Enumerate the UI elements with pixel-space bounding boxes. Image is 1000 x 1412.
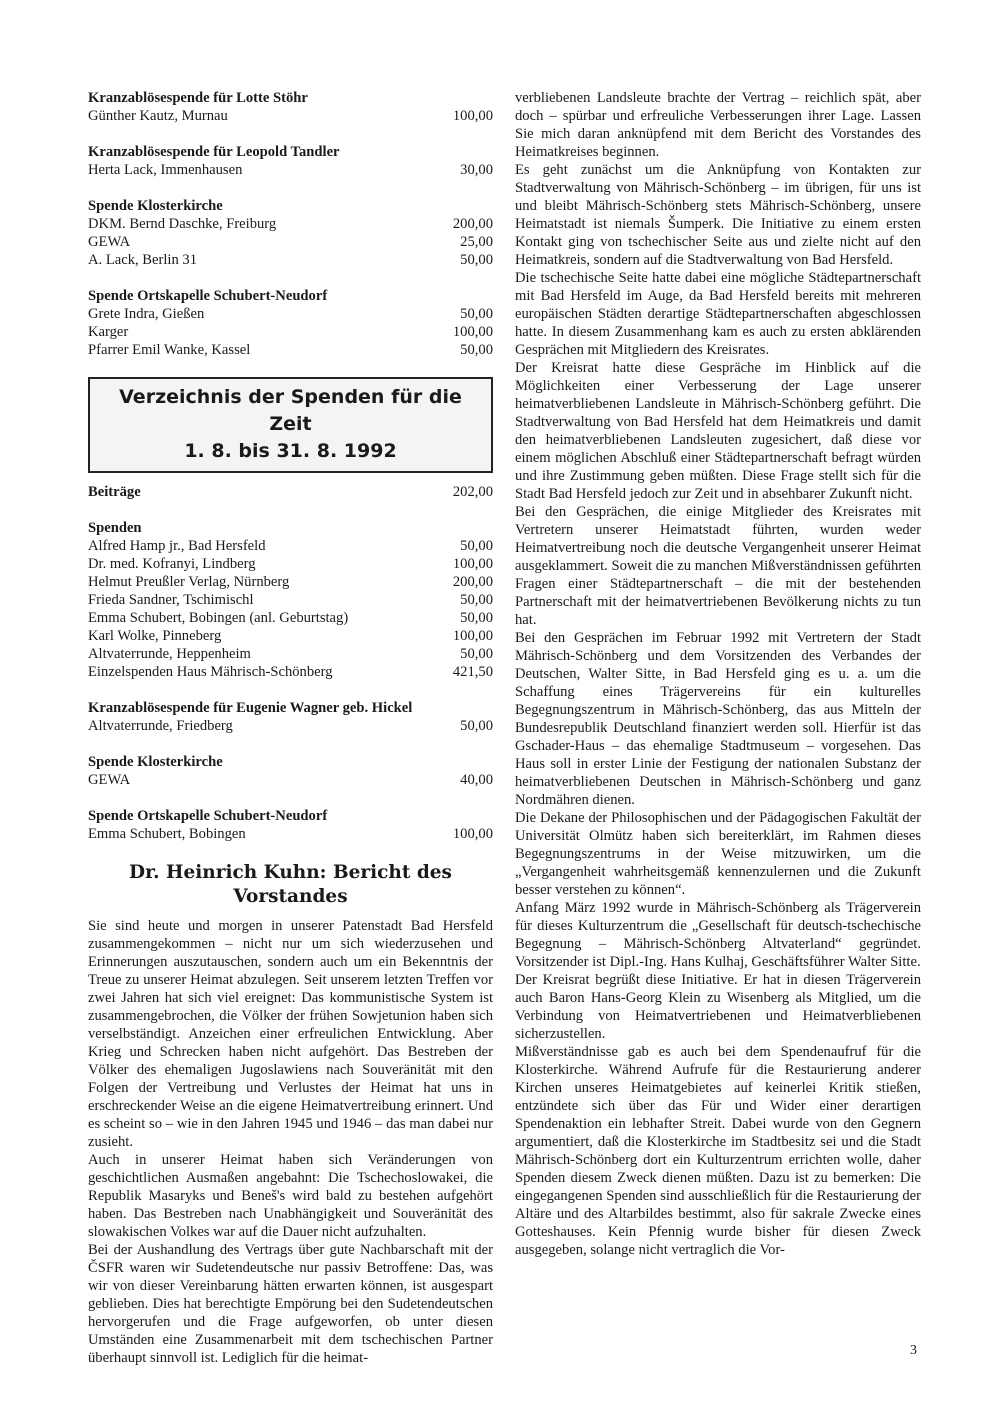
donation-row bbox=[88, 233, 493, 251]
donation-row bbox=[88, 627, 493, 645]
donation-row bbox=[88, 161, 493, 179]
donation-amount: 100,00 bbox=[452, 324, 493, 340]
donation-amount: 50,00 bbox=[460, 592, 493, 608]
donation-section bbox=[88, 807, 493, 843]
donation-section bbox=[88, 197, 493, 269]
article-title: Dr. Heinrich Kuhn: Bericht des Vorstandes bbox=[129, 862, 452, 907]
donation-row bbox=[88, 771, 493, 789]
right-column bbox=[515, 89, 921, 1259]
donation-amount: 200,00 bbox=[452, 216, 493, 232]
donation-amount: 30,00 bbox=[460, 162, 493, 178]
donation-amount: 50,00 bbox=[460, 538, 493, 554]
left-column bbox=[88, 89, 493, 1367]
donation-amount: 100,00 bbox=[452, 628, 493, 644]
donation-section-title: Kranzablösespende für Leopold Tandler bbox=[88, 144, 340, 160]
article-paragraph: Sie sind heute und morgen in unserer Patenstadt Bad Hersfeld zusammengekommen – nicht nur um sich wiederzusehen und Erinnerungen auszutauschen, sondern auch um ein Bekenntnis der Treue zu unserer Heimat abzulegen. Seit unserem letzten Treffen vor zwei Jahren hat sich viel ereignet: Das kommunistische System ist zusammengebrochen, die Völker der frühen Sowjetunion haben sich verselbständigt. Anzeichen einer erfreulichen Entwicklung. Aber Krieg und Schrecken haben nicht aufgehört. Das Bestreben der Völker des ehemaligen Jugoslawiens nach Souveränität mit den Folgen der Vertreibung und Verlustes der Heimat hat uns in erschreckender Weise an die eigene Heimatvertreibung erinnert. Und es scheint so – wie in den Jahren 1945 und 1946 – das man dabei nur zusieht. bbox=[88, 918, 493, 1150]
donation-amount: 25,00 bbox=[460, 234, 493, 250]
donation-amount: 50,00 bbox=[460, 718, 493, 734]
donation-row bbox=[88, 537, 493, 555]
donation-section-title: Spende Klosterkirche bbox=[88, 754, 223, 770]
donation-section-title: Spende Klosterkirche bbox=[88, 198, 223, 214]
donation-section bbox=[88, 287, 493, 359]
donation-section bbox=[88, 519, 493, 681]
donor-name: DKM. Bernd Daschke, Freiburg bbox=[88, 216, 277, 232]
donation-row bbox=[88, 251, 493, 269]
donation-row bbox=[88, 717, 493, 735]
donation-amount: 100,00 bbox=[452, 108, 493, 124]
donor-name: Altvaterrunde, Friedberg bbox=[88, 718, 233, 734]
donor-name: Pfarrer Emil Wanke, Kassel bbox=[88, 342, 251, 358]
donation-row bbox=[88, 341, 493, 359]
article-body-left bbox=[88, 917, 493, 1367]
donor-name: Dr. med. Kofranyi, Lindberg bbox=[88, 556, 256, 572]
donation-section-title: Spenden bbox=[88, 520, 142, 536]
donor-name: Helmut Preußler Verlag, Nürnberg bbox=[88, 574, 290, 590]
donor-name: Emma Schubert, Bobingen (anl. Geburtstag) bbox=[88, 610, 349, 626]
donor-name: Altvaterrunde, Heppenheim bbox=[88, 646, 251, 662]
box-title: Verzeichnis der Spenden für die Zeit bbox=[119, 386, 462, 435]
donations-period-box bbox=[88, 377, 493, 473]
donation-section-title: Spende Ortskapelle Schubert-Neudorf bbox=[88, 288, 328, 304]
donor-name: A. Lack, Berlin 31 bbox=[88, 252, 198, 268]
donation-amount: 50,00 bbox=[460, 610, 493, 626]
box-period: 1. 8. bis 31. 8. 1992 bbox=[184, 440, 397, 462]
donation-section bbox=[88, 753, 493, 789]
donation-row bbox=[88, 609, 493, 627]
donation-section bbox=[88, 699, 493, 735]
donation-row bbox=[88, 573, 493, 591]
donation-row bbox=[88, 555, 493, 573]
article-paragraph: Auch in unserer Heimat haben sich Veränderungen von geschichtlichen Ausmaßen angebahnt: Die Tschechoslowakei, die Republik Masaryks und Beneš's wird bald zu bestehen aufgehört haben. Das Bestreben nach Unabhängigkeit und Souveränität des slowakischen Volkes war auf die Dauer nicht aufzuhalten. bbox=[88, 1152, 493, 1240]
article-paragraph: Bei der Aushandlung des Vertrags über gute Nachbarschaft mit der ČSFR waren wir Sudetendeutsche nur passiv Betroffene: Das, was wir von dieser Vereinbarung hätten erwarten können, ist ausgespart geblieben. Dies hat berechtigte Empörung bei den Sudetendeutschen hervorgerufen und die Frage aufgeworfen, ob unter diesen Umständen eine Zusammenarbeit mit dem tschechischen Partner überhaupt sinnvoll ist. Lediglich für die heimat- bbox=[88, 1242, 493, 1366]
donation-section-title: Spende Ortskapelle Schubert-Neudorf bbox=[88, 808, 328, 824]
donation-section-title: Kranzablösespende für Eugenie Wagner geb. Hickel bbox=[88, 700, 413, 716]
donation-row bbox=[88, 107, 493, 125]
donor-name: GEWA bbox=[88, 234, 131, 250]
donation-row bbox=[88, 591, 493, 609]
article-paragraph: Anfang März 1992 wurde in Mährisch-Schönberg als Trägerverein für dieses Kulturzentrum die „Gesellschaft für deutsch-tschechische Begegnung – Mährisch-Schönberg Altvaterland“ gegründet. Vorsitzender ist Dipl.-Ing. Hans Kulhaj, Geschäftsführer Walter Sitte. bbox=[515, 900, 921, 970]
donation-row bbox=[88, 305, 493, 323]
beitraege-amount: 202,00 bbox=[452, 484, 493, 500]
donation-amount: 50,00 bbox=[460, 252, 493, 268]
donor-name: GEWA bbox=[88, 772, 131, 788]
article-paragraph: Der Kreisrat hatte diese Gespräche im Hinblick auf die Möglichkeiten einer Verbesserung der Lage unserer heimatverbliebenen Landsleute in Mährisch-Schönberg geführt. Die Stadtverwaltung von Bad Hersfeld hat dem Heimatkreis und damit den heimatverbliebenen Landsleuten zugesichert, daß diese vor einem möglichen Abschluß einer Städtepartnerschaft befragt würden und ihre Zustimmung geben müßten. Diese Frage stellt sich für die Stadt Bad Hersfeld jedoch zur Zeit und in absehbarer Zukunft nicht. bbox=[515, 360, 921, 502]
donation-amount: 421,50 bbox=[452, 664, 493, 680]
page-number: 3 bbox=[910, 1343, 917, 1358]
donation-section-title: Kranzablösespende für Lotte Stöhr bbox=[88, 90, 308, 106]
article-paragraph: Bei den Gesprächen, die einige Mitglieder des Kreisrates mit Vertretern unserer Heimatstadt führten, wurden weder Heimatvertreibung noch die deutsche Vergangenheit unserer Heimat ausgeklammert. Soweit die zu manchen Mißverständnissen geführten Fragen einer Städtepartnerschaft – die mit der bestehenden Partnerschaft mit der heimatvertriebenen Bevölkerung nichts zu tun hat. bbox=[515, 504, 921, 628]
donation-amount: 50,00 bbox=[460, 342, 493, 358]
article-paragraph: Der Kreisrat begrüßt diese Initiative. Er hat in diesen Trägerverein auch Baron Hans-Georg Klein zu Wisenberg als Mitglied, um die Verbindung von Heimatvertriebenen und Heimatverbliebenen sicherzustellen. bbox=[515, 972, 921, 1042]
donation-amount: 50,00 bbox=[460, 646, 493, 662]
beitraege-label: Beiträge bbox=[88, 484, 141, 500]
donor-name: Grete Indra, Gießen bbox=[88, 306, 205, 322]
donation-section bbox=[88, 89, 493, 125]
article-paragraph: Die tschechische Seite hatte dabei eine mögliche Städtepartnerschaft mit Bad Hersfeld im Auge, da Bad Hersfeld bereits mit mehreren europäischen Städten derartige Städtepartnerschaften abgeschlossen hatte. In diesem Zusammenhang kam es auch zu ersten abklärenden Gesprächen mit Mitgliedern des Kreisrates. bbox=[515, 270, 921, 358]
donor-name: Karl Wolke, Pinneberg bbox=[88, 628, 222, 644]
donation-list-bottom bbox=[88, 519, 493, 843]
donation-row bbox=[88, 825, 493, 843]
donor-name: Karger bbox=[88, 324, 129, 340]
donation-section bbox=[88, 143, 493, 179]
donor-name: Einzelspenden Haus Mährisch-Schönberg bbox=[88, 664, 333, 680]
donation-amount: 40,00 bbox=[460, 772, 493, 788]
article-paragraph: Bei den Gesprächen im Februar 1992 mit Vertretern der Stadt Mährisch-Schönberg und dem Vorsitzenden des Verbandes der Deutschen, Walter Sitte, in Bad Hersfeld ging es u. a. um die Schaffung eines Trägervereins für ein kulturelles Begegnungszentrum in Mährisch-Schönberg, das aus Mitteln der Bundesrepublik Deutschland finanziert werden soll. Hierfür ist das Gschader-Haus – das ehemalige Stadtmuseum – vorgesehen. Das Haus soll in erster Linie der Festigung der nationalen Substanz der heimatverbliebenen Deutschen in Mährisch-Schönberg und ganz Nordmähren dienen. bbox=[515, 630, 921, 808]
donor-name: Herta Lack, Immenhausen bbox=[88, 162, 243, 178]
donor-name: Günther Kautz, Murnau bbox=[88, 108, 228, 124]
article-paragraph: Mißverständnisse gab es auch bei dem Spendenaufruf für die Klosterkirche. Während Aufrufe für die Restaurierung anderer Kirchen unseres Heimatgebietes auf keinerlei Kritik stießen, entzündete sich über das Für und Wider einer derartigen Spendenaktion ein lebhafter Streit. Dabei wurde von den Gegnern argumentiert, daß die Klosterkirche im Stadtbesitz sei und die Stadt Mährisch-Schönberg dort ein Kulturzentrum errichten wolle, daher Spenden diesem Zweck dienen müßten. Dazu ist zu bemerken: Die eingegangenen Spenden sind ausschließlich für die Restaurierung der Altäre und des Altarbildes bestimmt, also für sakrale Zwecke eines Gotteshauses. Kein Pfennig wurde bisher für diesen Zweck ausgegeben, solange nicht vertraglich die Vor- bbox=[515, 1044, 921, 1258]
donation-list-top bbox=[88, 89, 493, 359]
donation-amount: 100,00 bbox=[452, 826, 493, 842]
article-paragraph: Es geht zunächst um die Anknüpfung von Kontakten zur Stadtverwaltung von Mährisch-Schönberg – im übrigen, für uns ist und bleibt Mährisch-Schönberg stets Mährisch-Schönberg, unsere Heimatstadt ist niemals Šumperk. Die Initiative zu einem ersten Kontakt ging von tschechischer Seite aus und zielte nicht auf den Heimatkreis, sondern auf die Stadtverwaltung von Bad Hersfeld. bbox=[515, 162, 921, 268]
donation-row bbox=[88, 323, 493, 341]
donation-amount: 50,00 bbox=[460, 306, 493, 322]
beitraege-row bbox=[88, 483, 493, 501]
donor-name: Frieda Sandner, Tschimischl bbox=[88, 592, 254, 608]
donor-name: Emma Schubert, Bobingen bbox=[88, 826, 246, 842]
article-paragraph: Die Dekane der Philosophischen und der Pädagogischen Fakultät der Universität Olmütz haben sich bereiterklärt, im Rahmen dieses Begegnungszentrums in der Weise mitzuwirken, um die „Vergangenheit wahrheitsgemäß kennenzulernen und die Zukunft besser verstehen zu können“. bbox=[515, 810, 921, 898]
article-paragraph: verbliebenen Landsleute brachte der Vertrag – reichlich spät, aber doch – spürbar und erfreuliche Verbesserungen ihrer Lage. Lassen Sie mich daran anknüpfend mit dem Bericht des Vorstandes des Heimatkreises beginnen. bbox=[515, 90, 921, 160]
donation-amount: 200,00 bbox=[452, 574, 493, 590]
donor-name: Alfred Hamp jr., Bad Hersfeld bbox=[88, 538, 266, 554]
donation-row bbox=[88, 215, 493, 233]
donation-row bbox=[88, 645, 493, 663]
donation-amount: 100,00 bbox=[452, 556, 493, 572]
donation-row bbox=[88, 663, 493, 681]
